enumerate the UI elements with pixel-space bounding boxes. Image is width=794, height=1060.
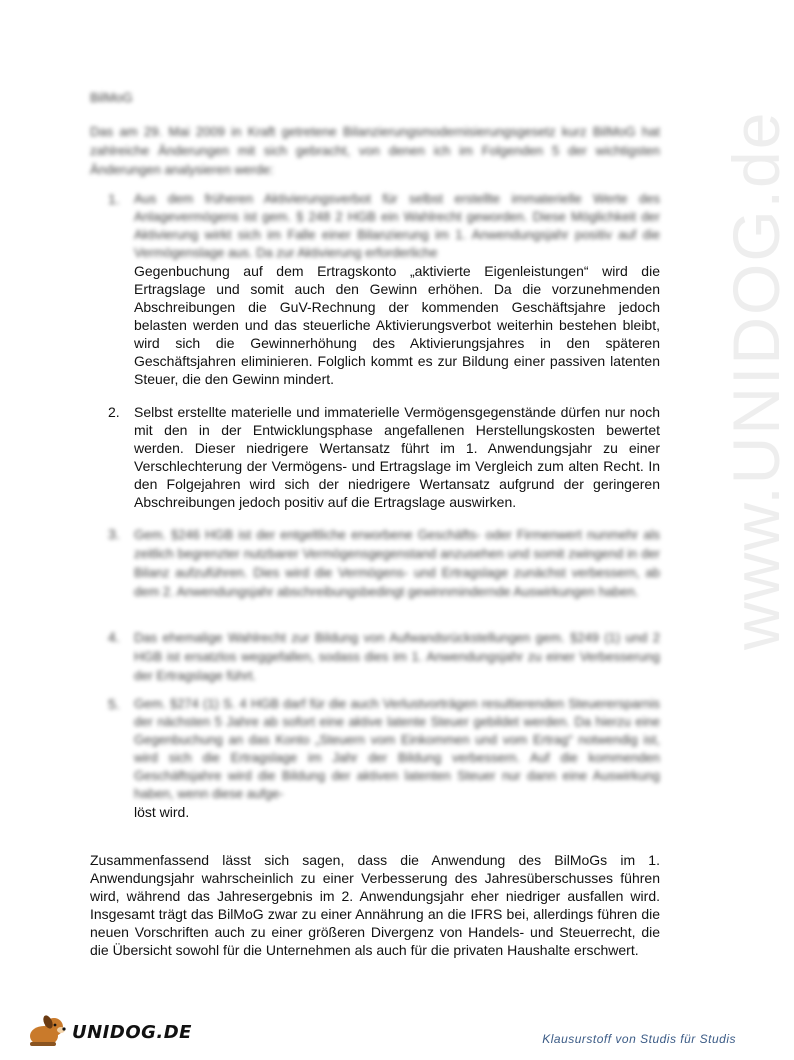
watermark: www.UNIDOG.de <box>719 110 793 650</box>
list-item-number: 3. <box>108 526 120 542</box>
list-item-blurred-text: Gem. §274 (1) S. 4 HGB darf für die auch Verlustvorträgen resultierenden Steuerersparnis der nächsten 5 Jahre ab sofort eine aktive latente Steuer gebildet werden. Da hierzu eine Gegenbuchung an das Konto „Steuern vom Einkommen und vom Ertrag“ notwendig ist, wird sich die Ertragslage im Jahr der Bildung verbessern. Auf die kommenden Geschäftsjahre wird die Bildung der aktiven latenten Steuer nur dann eine Auswirkung haben, wenn diese aufge- <box>134 696 660 801</box>
footer <box>0 1010 750 1060</box>
list-item-text: löst wird. <box>134 804 190 820</box>
list-item-2 <box>108 403 660 511</box>
list-item-number: 1. <box>108 191 120 207</box>
footer-slogan: Klausurstoff von Studis für Studis <box>542 1032 736 1046</box>
intro-paragraph: Das am 29. Mai 2009 in Kraft getretene Bilanzierungsmodernisierungsgesetz kurz BilMoG hat zahlreiche Änderungen mit sich gebracht, von denen ich im Folgenden 5 der wichtigsten Änderungen analysieren werde: <box>90 124 660 177</box>
list-item-3 <box>108 525 660 601</box>
list-item-number: 2. <box>108 404 120 420</box>
logo-text: UNIDOG.DE <box>72 1022 192 1043</box>
list-item-number: 4. <box>108 629 120 645</box>
dog-icon <box>24 1014 68 1048</box>
unidog-logo[interactable] <box>24 1014 192 1048</box>
list-item-blurred-text: Das ehemalige Wahlrecht zur Bildung von Aufwandsrückstellungen gem. §249 (1) und 2 HGB ist ersatzlos weggefallen, sodass dies im 1. Anwendungsjahr zu einer Verbesserung der Ertragslage führt. <box>134 630 660 683</box>
list-item-4 <box>108 628 660 685</box>
list-item-5 <box>108 695 660 821</box>
list-item-blurred-text: Gem. §246 HGB ist der entgeltliche erworbene Geschäfts- oder Firmenwert nunmehr als zeitlich begrenzter nutzbarer Vermögensgegenstand anzusehen und somit zwingend in der Bilanz aufzuführen. Dies wird die Vermögens- und Ertragslage zunächst verbessern, ab dem 2. Anwendungsjahr abschreibungsbedingt gewinnmindernde Auswirkungen haben. <box>134 527 660 599</box>
list-item-1 <box>108 190 660 388</box>
list-item-text: Selbst erstellte materielle und immaterielle Vermögensgegenstände dürfen nur noch mit den in der Entwicklungsphase angefallenen Herstellungskosten bewertet werden. Dieser niedrigere Wertansatz führt im 1. Anwendungsjahr zu einer Verschlechterung der Vermögens- und Ertragslage im Vergleich zum alten Recht. In den Folgejahren wird sich der niedrigere Wertansatz aufgrund der geringeren Abschreibungen jedoch positiv auf die Ertragslage auswirken. <box>134 404 660 510</box>
document-title: BilMoG <box>90 90 133 105</box>
list-item-text: Gegenbuchung auf dem Ertragskonto „aktivierte Eigenleistungen“ wird die Ertragslage und somit auch den Gewinn erhöhen. Da die vorzunehmenden Abschreibungen die GuV-Rechnung der kommenden Geschäftsjahre jedoch belasten werden und das steuerliche Aktivierungsverbot weiterhin bestehen bleibt, wird sich die Gewinnerhöhung des Aktivierungsjahres in den späteren Geschäftsjahren eliminieren. Folglich kommt es zur Bildung einer passiven latenten Steuer, die den Gewinn mindert. <box>134 263 660 387</box>
list-item-blurred-text: Aus dem früheren Aktivierungsverbot für selbst erstellte immaterielle Werte des Anlagevermögens ist gem. § 248 2 HGB ein Wahlrecht geworden. Diese Möglichkeit der Aktivierung wirkt sich im Falle einer Bilanzierung im 1. Anwendungsjahr positiv auf die Vermögenslage aus. Da zur Aktivierung erforderliche <box>134 191 660 260</box>
summary-paragraph: Zusammenfassend lässt sich sagen, dass die Anwendung des BilMoGs im 1. Anwendungsjahr wahrscheinlich zu einer Verbesserung des Jahresüberschusses führen wird, während das Jahresergebnis im 2. Anwendungsjahr eher niedriger ausfallen wird. Insgesamt trägt das BilMoG zwar zu einer Annährung an die IFRS bei, allerdings führen die neuen Vorschriften auch zu einer größeren Divergenz von Handels- und Steuerrecht, die die Übersicht sowohl für die Unternehmen als auch für die privaten Haushalte erschwert. <box>90 852 660 958</box>
list-item-number: 5. <box>108 696 120 712</box>
